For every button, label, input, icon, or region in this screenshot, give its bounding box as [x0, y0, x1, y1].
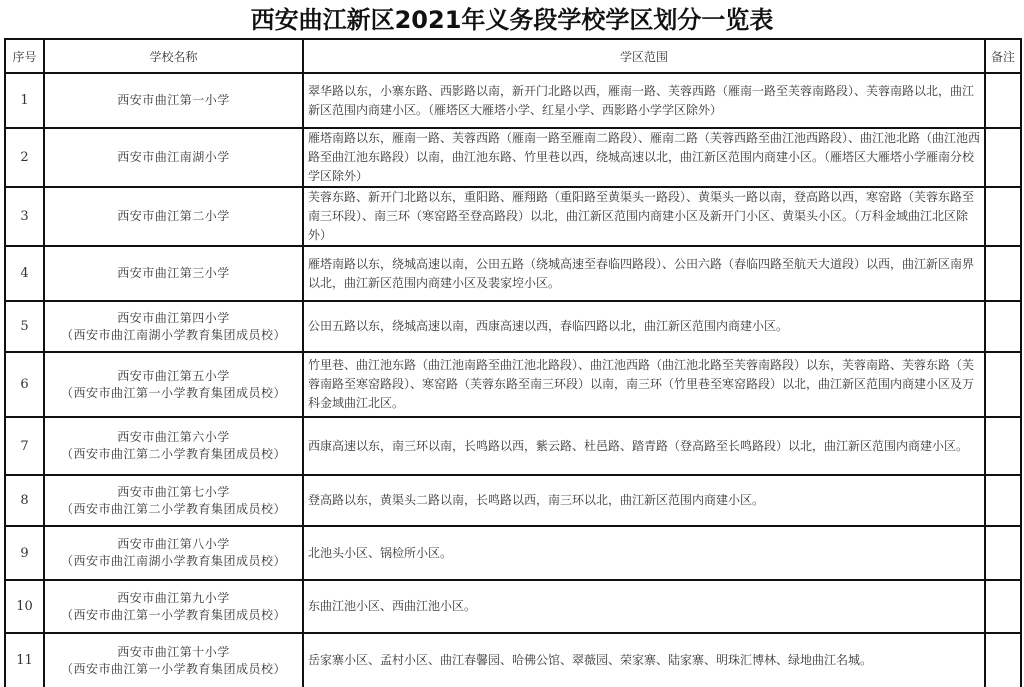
remark-cell	[985, 301, 1021, 352]
table-row	[5, 417, 1021, 475]
remark-cell	[985, 187, 1021, 246]
school-name: 西安市曲江南湖小学	[117, 150, 230, 164]
row-number: 1	[5, 73, 44, 128]
row-number: 5	[5, 301, 44, 352]
district-area-cell: 雁塔南路以东，绕城高速以南，公田五路（绕城高速至春临四路段）、公田六路（春临四路至航天大道段）以西，曲江新区南界以北，曲江新区范围内商建小区及裴家埪小区。	[303, 246, 985, 301]
school-name: 西安市曲江第一小学	[117, 93, 230, 107]
district-area-cell: 翠华路以东，小寨东路、西影路以南，新开门北路以西，雁南一路、芙蓉西路（雁南一路至芙蓉南路段）、芙蓉南路以北，曲江新区范围内商建小区。（雁塔区大雁塔小学、红星小学、西影路小学学区除外）	[303, 73, 985, 128]
school-name: 西安市曲江第七小学	[117, 484, 230, 499]
school-name-cell	[44, 187, 303, 246]
district-area-cell: 东曲江池小区、西曲江池小区。	[303, 580, 985, 633]
district-area-cell: 竹里巷、曲江池东路（曲江池南路至曲江池北路段）、曲江池西路（曲江池北路至芙蓉南路段）以东，芙蓉南路、芙蓉东路（芙蓉南路至寒窑路段）、寒窑路（芙蓉东路至南三环段）以南，南三环（竹里巷至寒窑路段）以北，曲江新区范围内商建小区及万科金域曲江北区。	[303, 352, 985, 417]
school-name-cell	[44, 475, 303, 526]
table-row	[5, 128, 1021, 187]
table-row	[5, 246, 1021, 301]
district-area-cell: 公田五路以东，绕城高速以南，西康高速以西，春临四路以北，曲江新区范围内商建小区。	[303, 301, 985, 352]
table-row	[5, 580, 1021, 633]
header-no: 序号	[5, 39, 44, 73]
table-row	[5, 301, 1021, 352]
school-group-note: （西安市曲江第二小学教育集团成员校）	[60, 447, 286, 461]
school-name: 西安市曲江第二小学	[117, 209, 230, 223]
school-name-cell	[44, 580, 303, 633]
school-name: 西安市曲江第四小学	[117, 310, 230, 325]
remark-cell	[985, 128, 1021, 187]
document-title: 西安曲江新区2021年义务段学校学区划分一览表	[250, 6, 774, 34]
school-name-cell	[44, 246, 303, 301]
remark-cell	[985, 475, 1021, 526]
table-row	[5, 187, 1021, 246]
table-row	[5, 352, 1021, 417]
district-area-cell: 西康高速以东，南三环以南，长鸣路以西，紫云路、杜邑路、踏青路（登高路至长鸣路段）以北，曲江新区范围内商建小区。	[303, 417, 985, 475]
table-row	[5, 633, 1021, 687]
row-number: 9	[5, 526, 44, 580]
school-name: 西安市曲江第九小学	[117, 590, 230, 605]
row-number: 4	[5, 246, 44, 301]
remark-cell	[985, 580, 1021, 633]
school-name-cell	[44, 128, 303, 187]
header-row	[5, 39, 1021, 73]
school-name-cell	[44, 352, 303, 417]
header-school-name: 学校名称	[44, 39, 303, 73]
school-district-table	[4, 38, 1022, 687]
school-name: 西安市曲江第六小学	[117, 430, 230, 444]
school-name-cell	[44, 526, 303, 580]
table-row	[5, 526, 1021, 580]
school-name-cell	[44, 73, 303, 128]
row-number: 10	[5, 580, 44, 633]
row-number: 11	[5, 633, 44, 687]
remark-cell	[985, 73, 1021, 128]
school-name: 西安市曲江第三小学	[117, 266, 230, 280]
district-area-cell: 芙蓉东路、新开门北路以东，重阳路、雁翔路（重阳路至黄渠头一路段）、黄渠头一路以南，登高路以西，寒窑路（芙蓉东路至南三环段）、南三环（寒窑路至登高路段）以北，曲江新区范围内商建小区及新开门小区、黄渠头小区。（万科金域曲江北区除外）	[303, 187, 985, 246]
row-number: 3	[5, 187, 44, 246]
row-number: 2	[5, 128, 44, 187]
district-area-cell: 雁塔南路以东，雁南一路、芙蓉西路（雁南一路至雁南二路段）、雁南二路（芙蓉西路至曲江池西路段）、曲江池北路（曲江池西路至曲江池东路段）以南，曲江池东路、竹里巷以西，绕城高速以北，曲江新区范围内商建小区。（雁塔区大雁塔小学雁南分校学区除外）	[303, 128, 985, 187]
row-number: 8	[5, 475, 44, 526]
school-name: 西安市曲江第十小学	[117, 644, 230, 659]
row-number: 7	[5, 417, 44, 475]
school-name-cell	[44, 417, 303, 475]
header-remark: 备注	[985, 39, 1021, 73]
district-area-cell: 岳家寨小区、孟村小区、曲江春馨园、哈佛公馆、翠薇园、荣家寨、陆家寨、明珠汇博林、绿地曲江名城。	[303, 633, 985, 687]
remark-cell	[985, 633, 1021, 687]
school-name-cell	[44, 633, 303, 687]
remark-cell	[985, 352, 1021, 417]
school-name: 西安市曲江第五小学	[117, 368, 230, 383]
school-name-cell	[44, 301, 303, 352]
row-number: 6	[5, 352, 44, 417]
remark-cell	[985, 526, 1021, 580]
school-group-note: （西安市曲江第二小学教育集团成员校）	[60, 501, 286, 516]
remark-cell	[985, 417, 1021, 475]
header-district-area: 学区范围	[303, 39, 985, 73]
school-group-note: （西安市曲江第一小学教育集团成员校）	[60, 661, 286, 676]
table-row	[5, 475, 1021, 526]
school-group-note: （西安市曲江第一小学教育集团成员校）	[60, 607, 286, 622]
remark-cell	[985, 246, 1021, 301]
school-group-note: （西安市曲江第一小学教育集团成员校）	[60, 385, 286, 400]
district-area-cell: 登高路以东，黄渠头二路以南，长鸣路以西，南三环以北，曲江新区范围内商建小区。	[303, 475, 985, 526]
school-group-note: （西安市曲江南湖小学教育集团成员校）	[60, 327, 286, 342]
table-row	[5, 73, 1021, 128]
school-name: 西安市曲江第八小学	[117, 537, 230, 551]
district-area-cell: 北池头小区、锅检所小区。	[303, 526, 985, 580]
school-group-note: （西安市曲江南湖小学教育集团成员校）	[60, 554, 286, 568]
